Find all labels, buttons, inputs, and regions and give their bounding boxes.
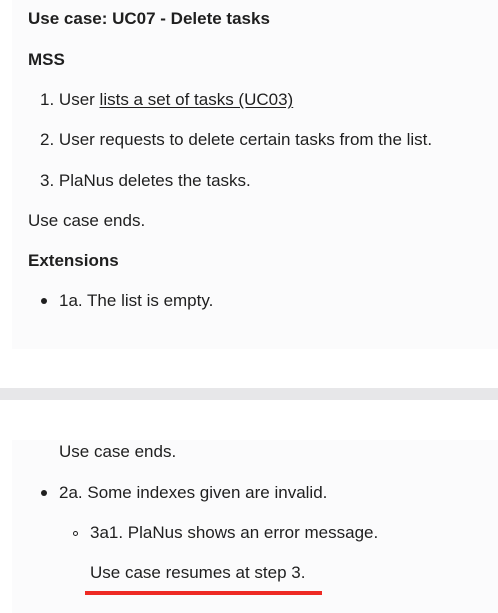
extension-1a: 1a. The list is empty. bbox=[59, 291, 214, 310]
extension-3a1-outcome: Use case resumes at step 3. bbox=[90, 563, 306, 582]
usecase-title: Use case: UC07 - Delete tasks bbox=[28, 9, 270, 28]
step-number: 3. bbox=[40, 171, 55, 190]
highlight-underline bbox=[85, 591, 322, 595]
bullet-dot bbox=[41, 490, 47, 496]
extension-3a1: 3a1. PlaNus shows an error message. bbox=[90, 523, 379, 542]
step-1 bbox=[40, 90, 293, 110]
bullet-dot bbox=[41, 298, 47, 304]
uc03-link[interactable]: lists a set of tasks (UC03) bbox=[99, 90, 294, 109]
extensions-heading: Extensions bbox=[28, 251, 119, 270]
step-number: 2. bbox=[40, 130, 55, 149]
mss-heading: MSS bbox=[28, 50, 65, 69]
step-text: PlaNus deletes the tasks. bbox=[58, 171, 251, 190]
bullet-circle bbox=[73, 531, 78, 536]
step-prefix: User bbox=[58, 90, 100, 109]
extension-2a: 2a. Some indexes given are invalid. bbox=[59, 483, 328, 502]
step-text: User requests to delete certain tasks from the list. bbox=[58, 130, 433, 149]
extension-1a-outcome: Use case ends. bbox=[59, 442, 177, 461]
step-3 bbox=[40, 171, 251, 191]
section-divider bbox=[0, 388, 498, 400]
usecase-ends: Use case ends. bbox=[28, 211, 146, 230]
step-number: 1. bbox=[40, 90, 55, 109]
step-2 bbox=[40, 130, 432, 150]
